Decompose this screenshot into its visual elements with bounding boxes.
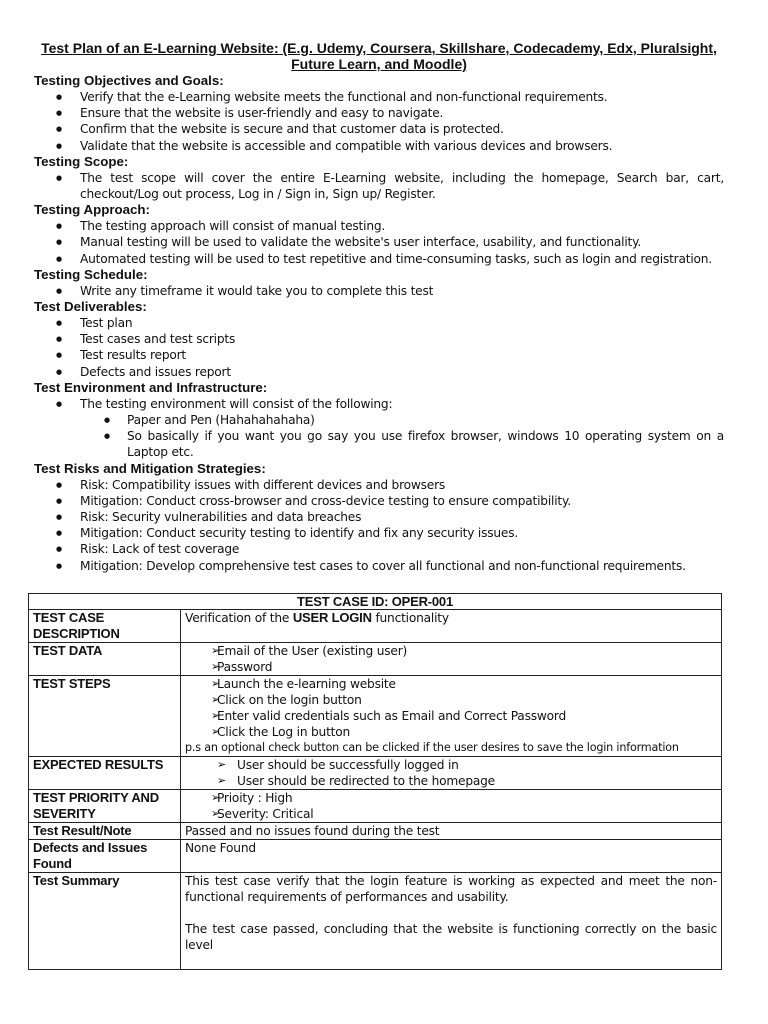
list-item: ● Validate that the website is accessible and compatible with various devices and browsers. bbox=[34, 138, 724, 154]
description-bold: USER LOGIN bbox=[292, 610, 372, 625]
priority-label: TEST PRIORITY AND SEVERITY bbox=[29, 790, 181, 823]
section-scope bbox=[34, 154, 724, 202]
section-heading: Test Risks and Mitigation Strategies: bbox=[34, 460, 266, 476]
list-item: ● Ensure that the website is user-friendly and easy to navigate. bbox=[34, 105, 724, 121]
arrow-list-item: ➢ Email of the User (existing user) bbox=[185, 643, 717, 659]
description-post: functionality bbox=[371, 611, 449, 625]
table-row bbox=[29, 840, 722, 873]
list-item: ● Risk: Lack of test coverage bbox=[34, 541, 724, 557]
section-schedule bbox=[34, 267, 724, 299]
section-objectives bbox=[34, 73, 724, 154]
section-heading: Testing Approach: bbox=[34, 202, 150, 218]
section-risks bbox=[34, 461, 724, 574]
list-item: ● Test results report bbox=[34, 347, 724, 363]
list-item: ● Mitigation: Conduct security testing to identify and fix any security issues. bbox=[34, 525, 724, 541]
defects-value: None Found bbox=[181, 840, 722, 873]
sub-list-item: ● Paper and Pen (Hahahahahaha) bbox=[34, 412, 724, 428]
arrow-list-item: ➢ Prioity : High bbox=[185, 790, 717, 806]
list-item: ● The test scope will cover the entire E-Learning website, including the homepage, Search bar, cart, checkout/Log out process, Log in / Sign in, Sign up/ Register. bbox=[34, 170, 724, 202]
table-row bbox=[29, 594, 722, 610]
summary-paragraph: This test case verify that the login feature is working as expected and meet the non-functional requirements of performances and usability. bbox=[185, 874, 717, 904]
section-heading: Test Deliverables: bbox=[34, 299, 147, 315]
result-value: Passed and no issues found during the test bbox=[181, 823, 722, 840]
description-value bbox=[181, 610, 722, 643]
list-item: ● Manual testing will be used to validate the website's user interface, usability, and functionality. bbox=[34, 234, 724, 250]
test-steps-label: TEST STEPS bbox=[29, 676, 181, 757]
section-environment bbox=[34, 380, 724, 461]
arrow-list-item: ➢ Severity: Critical bbox=[185, 806, 717, 822]
summary-paragraph: The test case passed, concluding that the website is functioning correctly on the basic level bbox=[185, 922, 717, 952]
test-steps-value bbox=[181, 676, 722, 757]
arrow-list-item: ➢ User should be successfully logged in bbox=[185, 757, 717, 773]
table-row bbox=[29, 823, 722, 840]
section-heading: Testing Scope: bbox=[34, 153, 129, 169]
list-item: ● Test plan bbox=[34, 315, 724, 331]
document-title: Test Plan of an E-Learning Website: (E.g. Udemy, Coursera, Skillshare, Codecademy, Edx, Pluralsight, Future Learn, and Moodle) bbox=[41, 40, 717, 72]
table-row bbox=[29, 873, 722, 970]
arrow-list-item: ➢ Password bbox=[185, 659, 717, 675]
summary-label: Test Summary bbox=[29, 873, 181, 970]
list-item: ● Automated testing will be used to test repetitive and time-consuming tasks, such as login and registration. bbox=[34, 251, 724, 267]
list-item: ● Confirm that the website is secure and that customer data is protected. bbox=[34, 121, 724, 137]
list-item: ● Write any timeframe it would take you to complete this test bbox=[34, 283, 724, 299]
list-item: ● Verify that the e-Learning website meets the functional and non-functional requirements. bbox=[34, 89, 724, 105]
table-row bbox=[29, 643, 722, 676]
section-heading: Testing Schedule: bbox=[34, 266, 148, 282]
priority-value bbox=[181, 790, 722, 823]
table-row bbox=[29, 610, 722, 643]
list-item: ● Test cases and test scripts bbox=[34, 331, 724, 347]
document-page bbox=[34, 40, 724, 574]
section-approach bbox=[34, 202, 724, 267]
defects-label: Defects and Issues Found bbox=[29, 840, 181, 873]
result-label: Test Result/Note bbox=[29, 823, 181, 840]
description-pre: Verification of the bbox=[185, 611, 293, 625]
test-data-label: TEST DATA bbox=[29, 643, 181, 676]
list-item: ● Risk: Security vulnerabilities and data breaches bbox=[34, 509, 724, 525]
list-item: ● Risk: Compatibility issues with different devices and browsers bbox=[34, 477, 724, 493]
arrow-list-item: ➢ User should be redirected to the homepage bbox=[185, 773, 717, 789]
list-item: ● Mitigation: Conduct cross-browser and cross-device testing to ensure compatibility. bbox=[34, 493, 724, 509]
summary-value bbox=[181, 873, 722, 970]
sub-list-item: ● So basically if you want you go say you use firefox browser, windows 10 operating system on a Laptop etc. bbox=[34, 428, 724, 460]
arrow-list-item: ➢ Enter valid credentials such as Email and Correct Password bbox=[185, 708, 717, 724]
test-data-value bbox=[181, 643, 722, 676]
steps-note: p.s an optional check button can be clicked if the user desires to save the login information bbox=[185, 741, 679, 754]
test-case-table bbox=[28, 593, 722, 970]
description-label: TEST CASE DESCRIPTION bbox=[29, 610, 181, 643]
table-row bbox=[29, 790, 722, 823]
expected-results-label: EXPECTED RESULTS bbox=[29, 757, 181, 790]
section-heading: Test Environment and Infrastructure: bbox=[34, 379, 268, 395]
list-item: ● Defects and issues report bbox=[34, 364, 724, 380]
section-heading: Testing Objectives and Goals: bbox=[34, 73, 224, 88]
list-item: ● The testing approach will consist of manual testing. bbox=[34, 218, 724, 234]
table-row bbox=[29, 757, 722, 790]
arrow-list-item: ➢ Click on the login button bbox=[185, 692, 717, 708]
section-deliverables bbox=[34, 299, 724, 380]
test-case-id: TEST CASE ID: OPER-001 bbox=[29, 594, 722, 610]
arrow-list-item: ➢ Launch the e-learning website bbox=[185, 676, 717, 692]
expected-results-value bbox=[181, 757, 722, 790]
arrow-list-item: ➢ Click the Log in button bbox=[185, 724, 717, 740]
table-row bbox=[29, 676, 722, 757]
list-item: ● The testing environment will consist of the following: bbox=[34, 396, 724, 412]
list-item: ● Mitigation: Develop comprehensive test cases to cover all functional and non-functional requirements. bbox=[34, 558, 724, 574]
